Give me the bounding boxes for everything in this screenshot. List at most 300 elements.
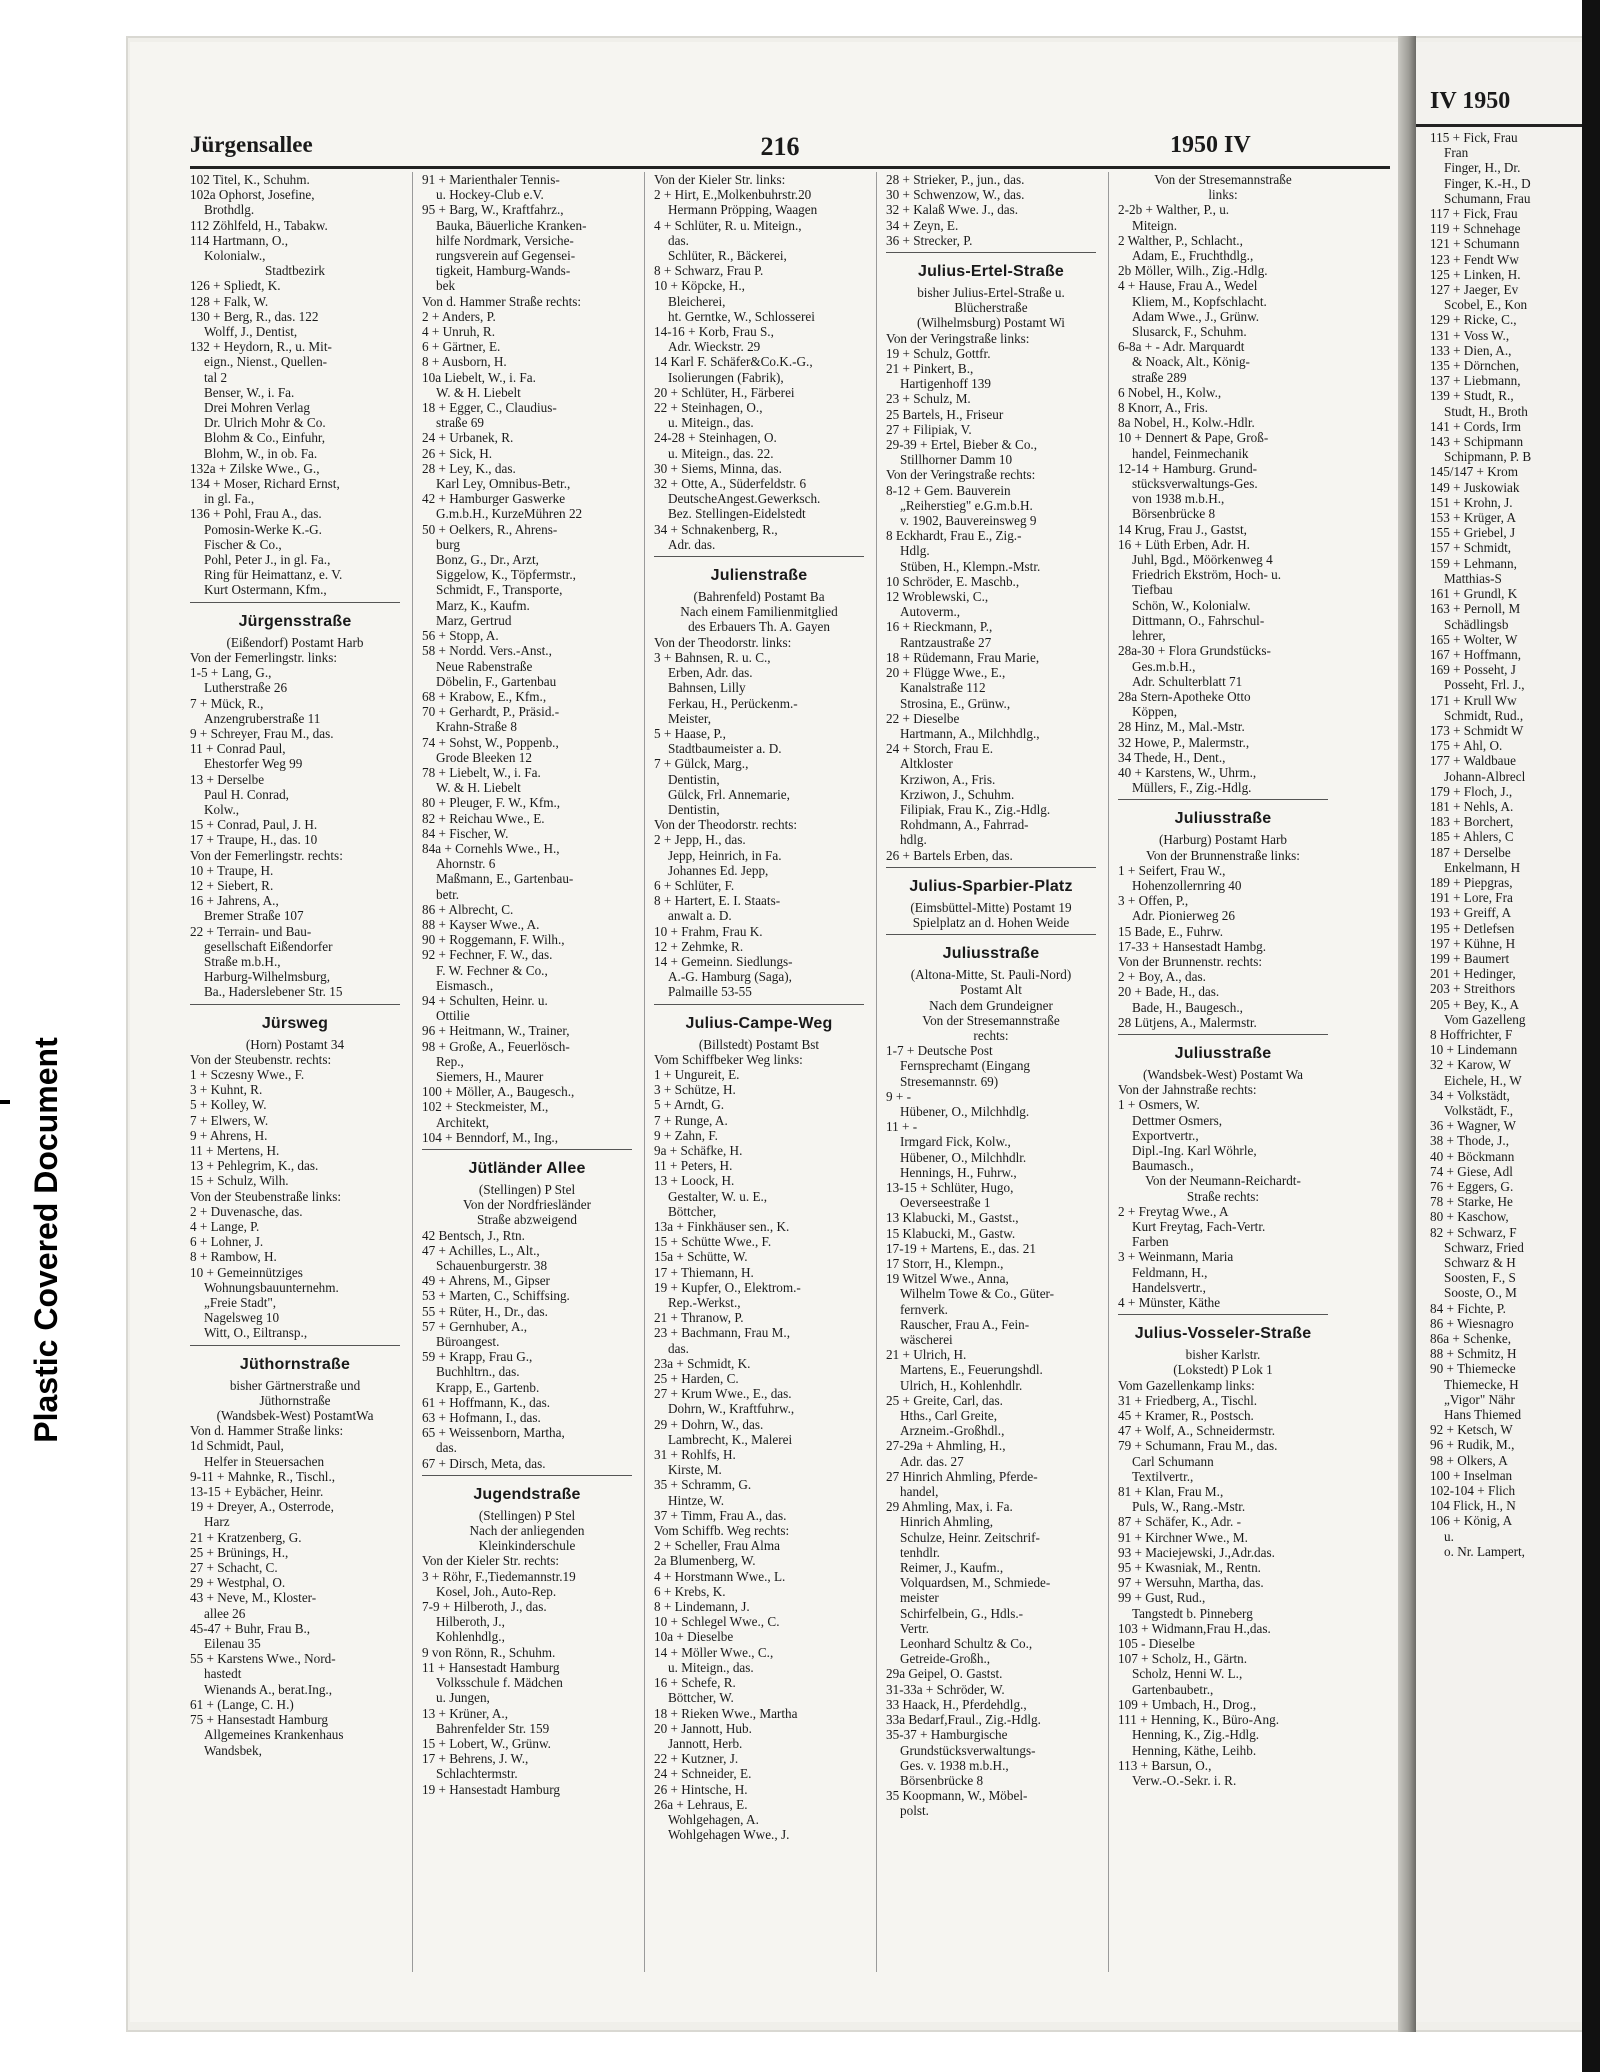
- directory-entry: 12 + Zehmke, R.: [654, 938, 744, 954]
- directory-entry: Von der Theodorstr. links:: [654, 634, 792, 650]
- directory-entry: 35 Koopmann, W., Möbel-: [886, 1788, 1028, 1804]
- directory-entry-continuation: Stresemannstr. 69): [900, 1073, 999, 1089]
- street-note: Straße rechts:: [1186, 1188, 1260, 1204]
- directory-entry: 183 + Borchert,: [1430, 814, 1514, 830]
- running-head-street: Jürgensallee: [190, 132, 313, 157]
- directory-entry: 82 + Reichau Wwe., E.: [422, 810, 545, 826]
- directory-entry: 10 + Traupe, H.: [190, 862, 274, 878]
- running-head-year: 1950 IV: [1170, 132, 1251, 158]
- directory-entry: 199 + Baumert: [1430, 950, 1510, 966]
- directory-entry-continuation: Johannes Ed. Jepp,: [668, 862, 769, 878]
- directory-entry: 7 + Runge, A.: [654, 1112, 728, 1128]
- directory-entry-continuation: u. Hockey-Club e.V.: [436, 187, 544, 203]
- directory-entry: 132 + Heydorn, R., u. Mit-: [190, 339, 332, 355]
- directory-entry: 4 + Münster, Käthe: [1118, 1295, 1221, 1311]
- directory-entry: 2 + Scheller, Frau Alma: [654, 1538, 780, 1554]
- directory-entry: 98 + Große, A., Feuerlösch-: [422, 1038, 570, 1054]
- directory-entry: 111 + Henning, K., Büro-Ang.: [1118, 1712, 1280, 1728]
- column-divider: [876, 172, 877, 1972]
- directory-entry-continuation: Hermann Pröpping, Waagen: [668, 202, 818, 218]
- directory-entry-continuation: Hinrich Ahmling,: [900, 1514, 994, 1530]
- directory-entry: 34 + Zeyn, E.: [886, 217, 959, 233]
- directory-entry-continuation: u. Jungen,: [436, 1690, 490, 1706]
- directory-entry-continuation: Allgemeines Krankenhaus: [204, 1727, 344, 1743]
- directory-entry: 1 + Osmers, W.: [1118, 1097, 1200, 1113]
- column-5: [1118, 172, 1328, 2002]
- directory-entry: 16 + Rieckmann, P.,: [886, 619, 993, 635]
- directory-entry: 177 + Waldbaue: [1430, 753, 1516, 769]
- directory-entry: 6-8a + - Adr. Marquardt: [1118, 339, 1245, 355]
- directory-entry: 95 + Barg, W., Kraftfahrz.,: [422, 202, 564, 218]
- directory-entry-continuation: Adr. Wieckstr. 29: [668, 339, 761, 355]
- directory-entry: 1d Schmidt, Paul,: [190, 1438, 284, 1454]
- directory-entry: 17 + Traupe, H., das. 10: [190, 832, 318, 848]
- directory-entry: 14-16 + Korb, Frau S.,: [654, 324, 774, 340]
- directory-entry-continuation: Schädlingsb: [1444, 616, 1509, 632]
- directory-entry: 102a Ophorst, Josefine,: [190, 187, 315, 203]
- directory-entry: 4 + Schlüter, R. u. Miteign.,: [654, 217, 802, 233]
- directory-entry-continuation: Dentistin,: [668, 801, 720, 817]
- directory-entry: 25 Bartels, H., Friseur: [886, 406, 1004, 422]
- directory-entry: 2b Möller, Wilh., Zig.-Hdlg.: [1118, 263, 1268, 279]
- street-heading: Julius-Sparbier-Platz: [909, 877, 1073, 895]
- directory-entry: 9 + Schreyer, Frau M., das.: [190, 725, 334, 741]
- directory-entry: 45-47 + Buhr, Frau B.,: [190, 1620, 311, 1636]
- street-note: (Stellingen) P Stel: [478, 1507, 576, 1523]
- directory-entry: 130 + Berg, R., das. 122: [190, 308, 319, 324]
- street-note: bisher Gärtnerstraße und: [229, 1377, 361, 1393]
- directory-entry: 65 + Weissenborn, Martha,: [422, 1425, 565, 1441]
- directory-entry-continuation: Dittmann, O., Fahrschul-: [1132, 612, 1265, 628]
- directory-entry-continuation: G.m.b.H., KurzeMühren 22: [436, 506, 583, 522]
- directory-entry: 19 + Hansestadt Hamburg: [422, 1781, 560, 1797]
- directory-entry: 2 + Duvenasche, das.: [190, 1203, 303, 1219]
- street-note: (Bahrenfeld) Postamt Ba: [693, 589, 825, 605]
- directory-entry: 12 + Siebert, R.: [190, 877, 274, 893]
- directory-entry: 22 + Terrain- und Bau-: [190, 923, 312, 939]
- directory-entry-continuation: u. Miteign., das.: [668, 1659, 754, 1675]
- directory-entry: 16 + Schefe, R.: [654, 1675, 736, 1691]
- directory-entry-continuation: Exportvertr.,: [1132, 1127, 1199, 1143]
- directory-entry: 61 + Hoffmann, K., das.: [422, 1394, 551, 1410]
- directory-entry-continuation: o. Nr. Lampert,: [1444, 1543, 1525, 1559]
- directory-entry: 20 + Jannott, Hub.: [654, 1720, 752, 1736]
- directory-entry: 1-7 + Deutsche Post: [886, 1043, 993, 1059]
- directory-entry-continuation: Oeverseestraße 1: [900, 1195, 991, 1211]
- directory-entry: 165 + Wolter, W: [1430, 631, 1518, 647]
- directory-entry: 82 + Schwarz, F: [1430, 1224, 1517, 1240]
- directory-entry-continuation: Neue Rabenstraße: [436, 658, 533, 674]
- directory-entry-continuation: u. Miteign., das. 22.: [668, 445, 774, 461]
- directory-entry: 26a + Lehraus, E.: [654, 1796, 748, 1812]
- directory-entry-continuation: Kolonialw.,: [204, 248, 266, 264]
- directory-entry-continuation: straße 69: [436, 415, 484, 431]
- directory-entry-continuation: Studt, H., Broth: [1444, 403, 1528, 419]
- directory-entry-continuation: „Reiherstieg" e.G.m.b.H.: [900, 497, 1033, 513]
- directory-entry-continuation: Buchhltrn., das.: [436, 1364, 520, 1380]
- directory-entry: 23 + Schulz, M.: [886, 391, 971, 407]
- directory-entry: 2 + Freytag Wwe., A: [1118, 1203, 1229, 1219]
- directory-entry-continuation: Krziwon, A., Fris.: [900, 771, 996, 787]
- directory-entry-continuation: Ahornstr. 6: [436, 856, 496, 872]
- directory-entry-continuation: Harburg-Wilhelmsburg,: [204, 969, 331, 985]
- directory-entry: 15 + Schulz, Wilh.: [190, 1173, 289, 1189]
- directory-entry: 139 + Studt, R.,: [1430, 388, 1514, 404]
- directory-entry-continuation: Arzneim.-Großhdl.,: [900, 1423, 1005, 1439]
- directory-entry: 169 + Posseht, J: [1430, 662, 1516, 678]
- directory-entry: 27-29a + Ahmling, H.,: [886, 1438, 1006, 1454]
- directory-entry-continuation: u.: [1444, 1528, 1454, 1544]
- directory-entry-continuation: DeutscheAngest.Gewerksch.: [668, 491, 821, 507]
- directory-entry: 131 + Voss W.,: [1430, 327, 1510, 343]
- directory-entry-continuation: Strosina, E., Grünw.,: [900, 695, 1011, 711]
- directory-entry-continuation: Börsenbrücke 8: [900, 1772, 984, 1788]
- directory-entry-continuation: Wohlgehagen Wwe., J.: [668, 1827, 790, 1843]
- section-rule: [886, 867, 1096, 868]
- directory-entry: 7 + Gülck, Marg.,: [654, 756, 749, 772]
- directory-entry-continuation: Rep.,: [436, 1053, 464, 1069]
- directory-entry: 5 + Arndt, G.: [654, 1097, 725, 1113]
- directory-entry-continuation: Slusarck, F., Schuhm.: [1132, 324, 1247, 340]
- adjacent-page-column: [1430, 130, 1600, 1559]
- directory-entry: 87 + Schäfer, K., Adr. -: [1118, 1514, 1242, 1530]
- page-fold-shadow: [1398, 36, 1416, 2032]
- directory-entry-continuation: Kohlenhdlg.,: [436, 1629, 505, 1645]
- directory-entry-continuation: Blohm & Co., Einfuhr,: [204, 430, 326, 446]
- directory-entry-continuation: Adam Wwe., J., Grünw.: [1132, 308, 1260, 324]
- directory-entry-continuation: Enkelmann, H: [1444, 859, 1521, 875]
- directory-entry-continuation: A.-G. Hamburg (Saga),: [668, 969, 792, 985]
- directory-entry-continuation: Börsenbrücke 8: [1132, 506, 1216, 522]
- directory-entry-continuation: Schmidt, F., Transporte,: [436, 582, 563, 598]
- directory-entry: 96 + Heitmann, W., Trainer,: [422, 1023, 570, 1039]
- street-heading: Julius-Ertel-Straße: [917, 263, 1065, 281]
- directory-entry-continuation: Fernsprechamt (Eingang: [900, 1058, 1031, 1074]
- directory-entry-continuation: Wilhelm Towe & Co., Güter-: [900, 1286, 1055, 1302]
- street-note: Nach dem Grundeigner: [929, 997, 1053, 1013]
- directory-entry: 13 + Loock, H.: [654, 1173, 735, 1189]
- directory-entry: 50 + Oelkers, R., Ahrens-: [422, 521, 558, 537]
- directory-entry: Von der Femerlingstr. links:: [190, 649, 338, 665]
- directory-entry: 5 + Haase, P.,: [654, 725, 726, 741]
- directory-entry-continuation: u. Miteign., das.: [668, 415, 754, 431]
- street-note: Spielplatz an d. Hohen Weide: [912, 914, 1070, 930]
- directory-entry: 15 + Schütte Wwe., F.: [654, 1234, 772, 1250]
- directory-entry: Von der Theodorstr. rechts:: [654, 817, 798, 833]
- street-note: Nach einem Familienmitglied: [680, 604, 838, 620]
- section-rule: [1118, 1034, 1328, 1035]
- directory-entry-continuation: Witt, O., Eiltransp.,: [204, 1325, 308, 1341]
- directory-entry: 5 + Kolley, W.: [190, 1097, 267, 1113]
- directory-entry-continuation: Böttcher,: [668, 1203, 717, 1219]
- directory-entry: 10 + Köpcke, H.,: [654, 278, 745, 294]
- directory-entry: 29 Ahmling, Max, i. Fa.: [886, 1499, 1013, 1515]
- directory-entry: 112 Zöhlfeld, H., Tabakw.: [190, 217, 328, 233]
- section-rule: [190, 1004, 400, 1005]
- directory-entry: 86 + Wiesnagro: [1430, 1315, 1514, 1331]
- directory-entry: 100 + Möller, A., Baugesch.,: [422, 1084, 575, 1100]
- directory-entry-continuation: Gartenbaubetr.,: [1132, 1681, 1214, 1697]
- directory-entry: 28a-30 + Flora Grundstücks-: [1118, 643, 1271, 659]
- directory-entry: Vom Schiffb. Weg rechts:: [654, 1523, 790, 1539]
- directory-entry: 189 + Piepgras,: [1430, 874, 1513, 890]
- directory-entry: 153 + Krüger, A: [1430, 510, 1517, 526]
- directory-entry: 149 + Juskowiak: [1430, 479, 1520, 495]
- directory-entry-continuation: Döbelin, F., Gartenbau: [436, 673, 557, 689]
- directory-entry: 15 Bade, E., Fuhrw.: [1118, 923, 1223, 939]
- directory-entry: Von der Steubenstraße links:: [190, 1188, 342, 1204]
- directory-entry-continuation: Matthias-S: [1444, 570, 1502, 586]
- directory-entry: 93 + Maciejewski, J.,Adr.das.: [1118, 1544, 1275, 1560]
- directory-entry: 3 + Offen, P.,: [1118, 893, 1189, 909]
- directory-entry: 167 + Hoffmann,: [1430, 646, 1522, 662]
- directory-entry-continuation: Wohlgehagen, A.: [668, 1811, 759, 1827]
- directory-entry: 159 + Lehmann,: [1430, 555, 1517, 571]
- directory-entry: 20 + Schlüter, H., Färberei: [654, 384, 795, 400]
- directory-entry-continuation: Eichele, H., W: [1444, 1072, 1522, 1088]
- directory-entry: 6 + Gärtner, E.: [422, 339, 501, 355]
- directory-entry-continuation: Schlachtermstr.: [436, 1766, 518, 1782]
- section-rule: [1118, 1314, 1328, 1315]
- directory-entry: 8 + Hartert, E. I. Staats-: [654, 893, 781, 909]
- directory-entry-continuation: handel, Feinmechanik: [1132, 445, 1249, 461]
- directory-entry: 27 + Krum Wwe., E., das.: [654, 1386, 792, 1402]
- directory-entry: 31-33a + Schröder, W.: [886, 1681, 1005, 1697]
- directory-entry-continuation: Schumann, Frau: [1444, 190, 1531, 206]
- directory-entry-continuation: W. & H. Liebelt: [436, 384, 521, 400]
- directory-entry-continuation: Bade, H., Baugesch.,: [1132, 999, 1243, 1015]
- directory-entry-continuation: Stillhorner Damm 10: [900, 452, 1013, 468]
- directory-entry-continuation: das.: [668, 1340, 689, 1356]
- directory-entry: 25 + Brünings, H.,: [190, 1544, 289, 1560]
- directory-entry-continuation: Posseht, Frl. J.,: [1444, 677, 1525, 693]
- directory-entry-continuation: Grode Bleeken 12: [436, 749, 532, 765]
- directory-entry: 22 + Steinhagen, O.,: [654, 400, 763, 416]
- directory-entry: 84 + Fischer, W.: [422, 825, 509, 841]
- directory-entry-continuation: Gestalter, W. u. E.,: [668, 1188, 768, 1204]
- directory-entry-continuation: Vertr.: [900, 1620, 929, 1636]
- side-label: [28, 1037, 88, 1443]
- directory-entry: 19 Witzel Wwe., Anna,: [886, 1271, 1009, 1287]
- directory-entry: 24 + Storch, Frau E.: [886, 741, 994, 757]
- directory-entry-continuation: Fischer & Co.,: [204, 536, 282, 552]
- directory-entry: 109 + Umbach, H., Drog.,: [1118, 1696, 1257, 1712]
- directory-entry-continuation: Textilvertr.,: [1132, 1468, 1194, 1484]
- directory-entry: 28 + Ley, K., das.: [422, 460, 516, 476]
- directory-entry: 4 + Unruh, R.: [422, 324, 496, 340]
- directory-entry-continuation: Krziwon, J., Schuhm.: [900, 786, 1015, 802]
- directory-entry-continuation: Lutherstraße 26: [204, 680, 288, 696]
- directory-entry: 36 + Strecker, P.: [886, 232, 973, 248]
- directory-entry: 92 + Ketsch, W: [1430, 1422, 1513, 1438]
- directory-entry-continuation: gesellschaft Eißendorfer: [204, 938, 333, 954]
- directory-entry: 19 + Dreyer, A., Osterrode,: [190, 1499, 334, 1515]
- directory-entry: 84 + Fichte, P.: [1430, 1300, 1506, 1316]
- directory-entry: 28 Lütjens, A., Malermstr.: [1118, 1014, 1257, 1030]
- street-heading: Jürsweg: [261, 1014, 329, 1032]
- street-note: bisher Julius-Ertel-Straße u.: [917, 285, 1065, 301]
- directory-entry-continuation: Ges. v. 1938 m.b.H.,: [900, 1757, 1009, 1773]
- directory-entry-continuation: Hilberoth, J.,: [436, 1614, 505, 1630]
- directory-entry-continuation: Carl Schumann: [1132, 1453, 1214, 1469]
- directory-entry-continuation: Bahnsen, Lilly: [668, 680, 746, 696]
- street-note: (Eißendorf) Postamt Harb: [226, 634, 364, 650]
- directory-entry-continuation: Siemers, H., Maurer: [436, 1068, 544, 1084]
- directory-entry-continuation: Stadtbaumeister a. D.: [668, 741, 782, 757]
- directory-entry: 61 + (Lange, C. H.): [190, 1696, 294, 1712]
- directory-entry-continuation: Drei Mohren Verlag: [204, 400, 310, 416]
- directory-entry: 132a + Zilske Wwe., G.,: [190, 460, 320, 476]
- street-heading: Julienstraße: [710, 567, 808, 585]
- header-rule: [190, 166, 1390, 169]
- directory-entry-continuation: Schmidt, Rud.,: [1444, 707, 1524, 723]
- directory-entry: 143 + Schipmann: [1430, 434, 1524, 450]
- directory-entry: 103 + Widmann,Frau H.,das.: [1118, 1620, 1271, 1636]
- directory-entry: 40 + Böckmann: [1430, 1148, 1515, 1164]
- directory-entry: 8 Eckhardt, Frau E., Zig.-: [886, 528, 1022, 544]
- directory-entry-continuation: Friedrich Ekström, Hoch- u.: [1132, 567, 1282, 583]
- directory-entry: 59 + Krapp, Frau G.,: [422, 1349, 533, 1365]
- street-note: (Wandsbek-West) Postamt Wa: [1143, 1066, 1303, 1082]
- directory-entry-continuation: Hohenzollernring 40: [1132, 877, 1242, 893]
- directory-entry-continuation: Wandsbek,: [204, 1742, 262, 1758]
- street-heading: Jugendstraße: [473, 1485, 581, 1503]
- directory-entry: 10 + Schlegel Wwe., C.: [654, 1614, 780, 1630]
- directory-entry-continuation: bek: [436, 278, 456, 294]
- directory-entry: 136 + Pohl, Frau A., das.: [190, 506, 322, 522]
- directory-entry: 86 + Albrecht, C.: [422, 901, 514, 917]
- directory-entry-continuation: Erben, Adr. das.: [668, 665, 753, 681]
- directory-entry: 22 + Dieselbe: [886, 710, 960, 726]
- directory-entry-continuation: betr.: [436, 886, 460, 902]
- directory-entry-continuation: Leonhard Schultz & Co.,: [900, 1636, 1033, 1652]
- directory-entry: 13a + Finkhäuser sen., K.: [654, 1219, 790, 1234]
- directory-entry-continuation: Autoverm.,: [900, 604, 961, 620]
- directory-entry: 55 + Karstens Wwe., Nord-: [190, 1651, 336, 1667]
- directory-entry: 151 + Krohn, J.: [1430, 494, 1513, 510]
- directory-entry: 78 + Starke, He: [1430, 1194, 1513, 1210]
- directory-entry: 10 + Gemeinnütziges: [190, 1264, 303, 1280]
- directory-entry: 15a + Schütte, W.: [654, 1249, 748, 1265]
- directory-entry-continuation: Volksschule f. Mädchen: [436, 1675, 563, 1691]
- directory-entry: 1 + Ungureit, E.: [654, 1066, 740, 1082]
- directory-entry: 13 + Krüner, A.,: [422, 1705, 509, 1721]
- directory-entry-continuation: Bahrenfelder Str. 159: [436, 1720, 550, 1736]
- column-4: [886, 172, 1096, 2002]
- directory-entry-continuation: Altkloster: [900, 756, 953, 772]
- directory-entry: 14 Karl F. Schäfer&Co.K.-G.,: [654, 354, 813, 370]
- directory-entry-continuation: hdlg.: [900, 832, 927, 848]
- directory-entry: Von d. Hammer Straße rechts:: [422, 293, 582, 309]
- directory-entry-continuation: Adr. das. 27: [900, 1453, 964, 1469]
- directory-entry: 91 + Marienthaler Tennis-: [422, 172, 560, 187]
- directory-entry-continuation: Scholz, Henni W. L.,: [1132, 1666, 1243, 1682]
- directory-entry: 90 + Thiemecke: [1430, 1361, 1516, 1377]
- directory-entry-continuation: W. & H. Liebelt: [436, 780, 521, 796]
- directory-entry: 137 + Liebmann,: [1430, 373, 1521, 389]
- directory-entry: 20 + Bade, H., das.: [1118, 984, 1220, 1000]
- directory-entry-continuation: hastedt: [204, 1666, 242, 1682]
- directory-entry: 187 + Derselbe: [1430, 844, 1511, 860]
- directory-entry: 57 + Gernhuber, A.,: [422, 1318, 528, 1334]
- directory-entry-continuation: tigkeit, Hamburg-Wands-: [436, 263, 571, 279]
- directory-entry: 141 + Cords, Irm: [1430, 418, 1521, 434]
- street-heading: Juliusstraße: [1174, 1044, 1272, 1062]
- directory-entry: 17 + Behrens, J. W.,: [422, 1751, 529, 1767]
- directory-entry: 88 + Schmitz, H: [1430, 1346, 1517, 1362]
- directory-entry: 123 + Fendt Ww: [1430, 251, 1519, 267]
- directory-entry-continuation: Hths., Carl Greite,: [900, 1408, 998, 1424]
- directory-entry-continuation: Fran: [1444, 145, 1469, 161]
- directory-entry-continuation: Wolff, J., Dentist,: [204, 324, 298, 340]
- directory-entry-continuation: Farben: [1132, 1234, 1169, 1250]
- directory-entry: 68 + Krabow, E., Kfm.,: [422, 688, 547, 704]
- directory-entry-continuation: & Noack, Alt., König-: [1132, 354, 1250, 370]
- directory-entry: 8 + Schwarz, Frau P.: [654, 263, 764, 279]
- directory-entry: 102 Titel, K., Schuhm.: [190, 172, 310, 187]
- directory-entry-continuation: Getreide-Großh.,: [900, 1651, 991, 1667]
- directory-entry-continuation: Kirste, M.: [668, 1462, 722, 1478]
- directory-entry: 9 + -: [886, 1088, 912, 1104]
- directory-entry-continuation: Bauka, Bäuerliche Kranken-: [436, 217, 587, 233]
- directory-entry: 76 + Eggers, G.: [1430, 1179, 1514, 1195]
- directory-entry: 107 + Scholz, H., Gärtn.: [1118, 1651, 1248, 1667]
- directory-entry-continuation: Helfer in Steuersachen: [204, 1453, 325, 1469]
- column-divider: [1108, 172, 1109, 1972]
- directory-entry: 18 + Rieken Wwe., Martha: [654, 1705, 798, 1721]
- directory-entry: 24-28 + Steinhagen, O.: [654, 430, 777, 446]
- directory-entry: 185 + Ahlers, C: [1430, 829, 1514, 845]
- directory-entry: 134 + Moser, Richard Ernst,: [190, 476, 340, 492]
- directory-entry: 47 + Wolf, A., Schneidermstr.: [1118, 1423, 1276, 1439]
- directory-entry: 8 + Rambow, H.: [190, 1249, 277, 1265]
- directory-entry-continuation: Reimer, J., Kaufm.,: [900, 1560, 1004, 1576]
- directory-entry: 32 + Karow, W: [1430, 1057, 1512, 1073]
- street-heading: Julius-Campe-Weg: [685, 1014, 833, 1032]
- directory-entry-continuation: Juhl, Bgd., Möörkenweg 4: [1132, 552, 1273, 568]
- street-heading: Jüthornstraße: [239, 1355, 351, 1373]
- directory-entry-continuation: Filipiak, Frau K., Zig.-Hdlg.: [900, 801, 1051, 817]
- directory-entry: 28a Stern-Apotheke Otto: [1118, 688, 1251, 704]
- directory-entry: 114 Hartmann, O.,: [190, 232, 289, 248]
- directory-entry-continuation: Blohm, W., in ob. Fa.: [204, 445, 318, 461]
- directory-entry: 10a + Dieselbe: [654, 1629, 734, 1645]
- directory-entry: 21 + Kratzenberg, G.: [190, 1529, 302, 1545]
- directory-entry-continuation: Adr. Pionierweg 26: [1132, 908, 1235, 924]
- directory-entry-continuation: Brothdlg.: [204, 202, 255, 218]
- directory-entry: 157 + Schmidt,: [1430, 540, 1512, 556]
- directory-entry-continuation: Dipl.-Ing. Karl Wöhrle,: [1132, 1142, 1257, 1158]
- directory-entry: 18 + Egger, C., Claudius-: [422, 400, 557, 416]
- directory-entry: 195 + Detlefsen: [1430, 920, 1515, 936]
- directory-entry: 10 Schröder, E. Maschb.,: [886, 573, 1020, 589]
- column-3: [654, 172, 864, 2002]
- directory-entry: 30 + Siems, Minna, das.: [654, 460, 782, 476]
- directory-entry-continuation: Krapp, E., Gartenb.: [436, 1379, 540, 1395]
- directory-entry: 16 + Jahrens, A.,: [190, 893, 279, 909]
- directory-entry-continuation: Grundstücksverwaltungs-: [900, 1742, 1036, 1758]
- directory-entry: 181 + Nehls, A.: [1430, 798, 1514, 814]
- directory-entry: 9 + Ahrens, H.: [190, 1127, 268, 1143]
- directory-entry-continuation: Puls, W., Rang.-Mstr.: [1132, 1499, 1246, 1515]
- directory-entry: 80 + Pleuger, F. W., Kfm.,: [422, 795, 561, 811]
- directory-entry-continuation: v. 1902, Bauvereinsweg 9: [900, 513, 1037, 529]
- directory-entry-continuation: Henning, K., Zig.-Hdlg.: [1132, 1727, 1260, 1743]
- directory-entry-continuation: Volquardsen, M., Schmiede-: [900, 1575, 1051, 1591]
- directory-entry-continuation: Ulrich, H., Kohlenhdlr.: [900, 1377, 1023, 1393]
- directory-entry: 10 + Lindemann: [1430, 1042, 1518, 1058]
- directory-entry-continuation: Bez. Stellingen-Eidelstedt: [668, 506, 806, 522]
